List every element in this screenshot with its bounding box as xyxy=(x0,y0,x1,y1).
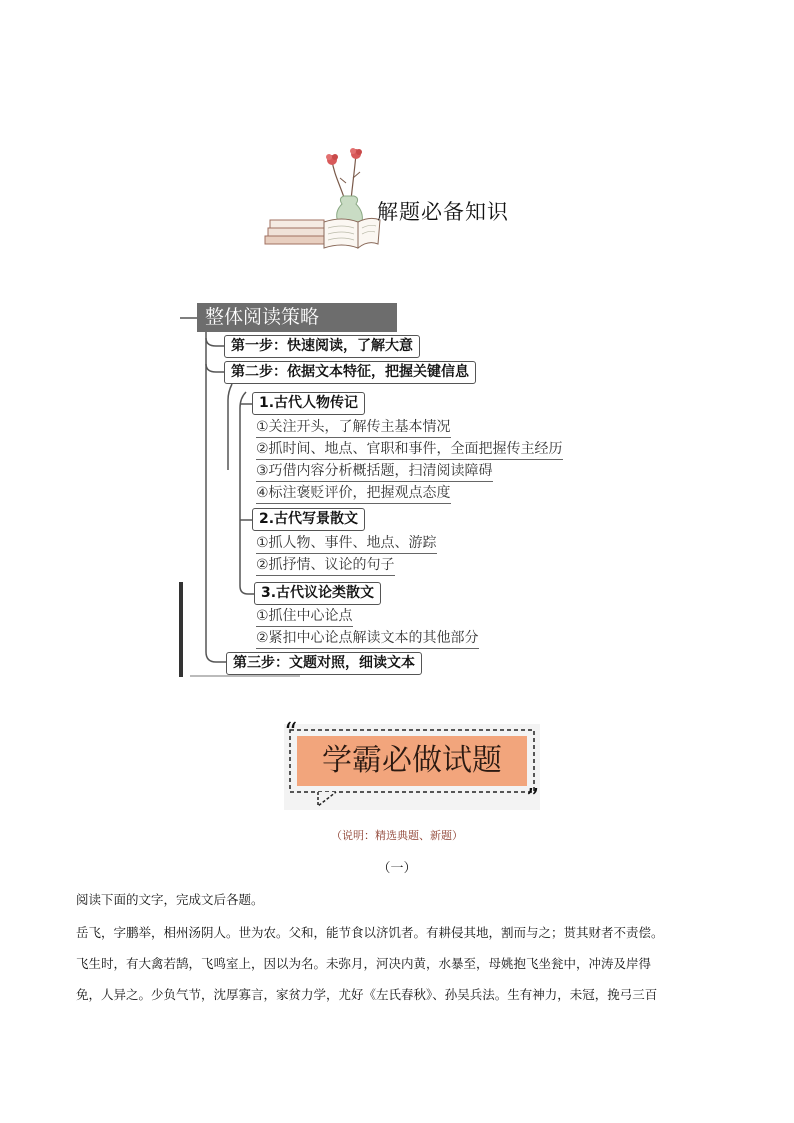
group1-item: ③巧借内容分析概括题，扫清阅读障碍 xyxy=(256,462,493,482)
group3-item: ②紧扣中心论点解读文本的其他部分 xyxy=(256,629,479,649)
step3-node: 第三步：文题对照，细读文本 xyxy=(226,652,422,675)
group2-item: ①抓人物、事件、地点、游踪 xyxy=(256,534,437,554)
group1-item: ②抓时间、地点、官职和事件，全面把握传主经历 xyxy=(256,440,563,460)
section-number: （一） xyxy=(377,861,417,876)
step2-node: 第二步：依据文本特征，把握关键信息 xyxy=(224,361,476,384)
passage-line: 免，人异之。少负气节，沈厚寡言，家贫力学，尤好《左氏春秋》、孙吴兵法。生有神力，未冠，挽弓三百 xyxy=(76,987,658,1002)
group3-title: 3.古代议论类散文 xyxy=(254,582,381,605)
mindmap-root: 整体阅读策略 xyxy=(197,303,397,332)
group2-item: ②抓抒情、议论的句子 xyxy=(256,556,395,576)
open-quote: “ xyxy=(284,718,298,748)
group1-title: 1.古代人物传记 xyxy=(252,392,365,415)
note-text: （说明：精选典题、新题） xyxy=(331,829,463,842)
group1-item: ①关注开头，了解传主基本情况 xyxy=(256,418,451,438)
group2-title: 2.古代写景散文 xyxy=(252,508,365,531)
instruction-text: 阅读下面的文字，完成文后各题。 xyxy=(76,892,264,907)
group1-item: ④标注褒贬评价，把握观点态度 xyxy=(256,484,451,504)
passage-line: 飞生时，有大禽若鹄，飞鸣室上，因以为名。未弥月，河决内黄，水暴至，母姚抱飞坐瓮中，冲涛及岸得 xyxy=(76,956,652,971)
banner-title: 学霸必做试题 xyxy=(322,743,502,778)
section-title: 解题必备知识 xyxy=(377,200,509,224)
close-quote: ” xyxy=(526,784,540,814)
step1-node: 第一步：快速阅读，了解大意 xyxy=(224,335,420,358)
group3-item: ①抓住中心论点 xyxy=(256,607,353,627)
passage-line: 岳飞，字鹏举，相州汤阴人。世为农。父和，能节食以济饥者。有耕侵其地，割而与之；贳其财者不责偿。 xyxy=(76,925,664,940)
